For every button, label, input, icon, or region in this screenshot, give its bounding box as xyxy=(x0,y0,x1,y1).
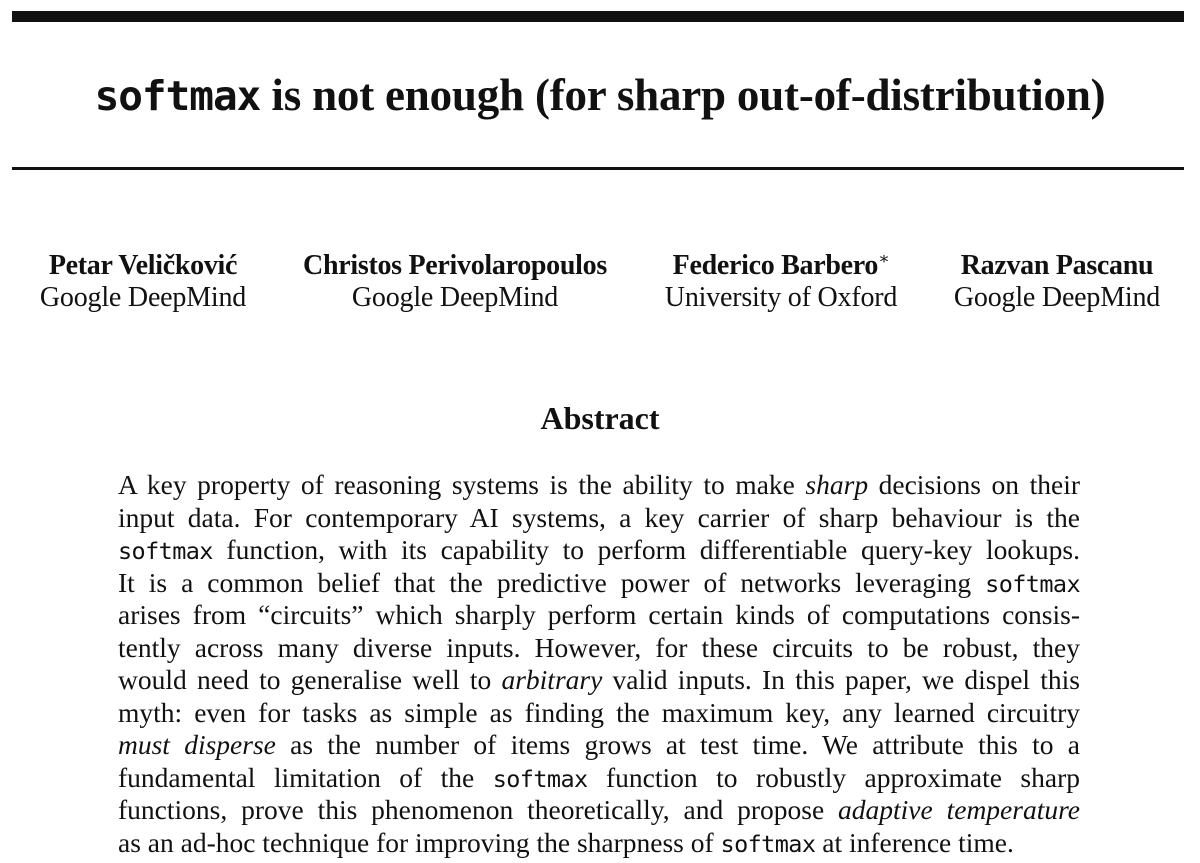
paper-title xyxy=(0,66,1200,125)
abstract-text: as an ad-hoc technique for improving the sharpness of xyxy=(118,826,721,858)
abstract-line xyxy=(118,762,1080,795)
abstract-code: softmax xyxy=(985,569,1080,598)
author-block xyxy=(18,250,268,314)
abstract-line xyxy=(118,794,1080,827)
author-affiliation: Google DeepMind xyxy=(953,282,1161,313)
author-affiliation: University of Oxford xyxy=(664,282,898,313)
abstract-text: tently across many diverse inputs. However, for these circuits to be robust, they xyxy=(118,631,1080,663)
abstract-body xyxy=(118,469,1080,859)
abstract-emphasis: adaptive temperature xyxy=(838,794,1080,825)
abstract-line xyxy=(118,729,1080,762)
abstract-line xyxy=(118,664,1080,697)
abstract-text: at inference time. xyxy=(815,826,1014,858)
abstract-line xyxy=(118,567,1080,600)
title-rule xyxy=(12,167,1184,170)
abstract-emphasis: sharp xyxy=(805,469,869,500)
abstract-text: myth: even for tasks as simple as finding the maximum key, any learned circuitry xyxy=(118,696,1080,728)
author-name xyxy=(18,250,268,282)
author-block xyxy=(934,250,1180,314)
abstract-line xyxy=(118,827,1080,860)
abstract-line xyxy=(118,502,1080,535)
abstract-text: It is a common belief that the predictive power of networks leveraging xyxy=(118,566,986,598)
abstract-code: softmax xyxy=(492,764,588,793)
abstract-code: softmax xyxy=(118,537,213,565)
abstract-text: would need to generalise well to xyxy=(118,664,502,695)
abstract-emphasis: arbitrary xyxy=(501,664,603,695)
abstract-line xyxy=(118,697,1080,730)
abstract-text: fundamental limitation of the xyxy=(118,761,493,793)
abstract-text: functions, prove this phenomenon theoretically, and propose xyxy=(118,794,839,825)
abstract-line xyxy=(118,534,1080,567)
abstract-text: A key property of reasoning systems is the ability to make xyxy=(118,469,806,500)
author-name xyxy=(280,250,630,282)
abstract-line xyxy=(118,632,1080,665)
abstract-text: as the number of items grows at test time. We attribute this to a xyxy=(275,729,1080,760)
abstract-line xyxy=(118,599,1080,632)
abstract-text: function to robustly approximate sharp xyxy=(587,761,1080,793)
author-affiliation: Google DeepMind xyxy=(351,282,559,313)
author-name-text: Petar Veličković xyxy=(48,250,238,281)
abstract-line xyxy=(118,469,1080,502)
top-rule xyxy=(12,11,1184,22)
abstract-text: decisions on their xyxy=(868,469,1080,500)
author-name-text: Razvan Pascanu xyxy=(960,250,1154,281)
footnote-mark: ∗ xyxy=(878,249,890,268)
author-name xyxy=(650,250,912,282)
paper-title-code: softmax xyxy=(94,72,261,120)
abstract-code: softmax xyxy=(720,829,816,858)
paper-title-text: is not enough (for sharp out-of-distribution) xyxy=(260,70,1106,120)
author-affiliation: Google DeepMind xyxy=(39,282,247,313)
abstract-text: arises from “circuits” which sharply perform certain kinds of computations consis- xyxy=(118,599,1080,630)
author-name-text: Federico Barbero xyxy=(672,250,879,281)
author-block xyxy=(650,250,912,314)
abstract-heading: Abstract xyxy=(540,400,660,436)
abstract-text: valid inputs. In this paper, we dispel this xyxy=(602,664,1080,695)
abstract-text: input data. For contemporary AI systems, a key carrier of sharp behaviour is the xyxy=(118,501,1080,533)
author-block xyxy=(280,250,630,314)
author-name-text: Christos Perivolaropoulos xyxy=(303,250,607,281)
author-name xyxy=(934,250,1180,282)
abstract-emphasis: must disperse xyxy=(118,729,276,760)
abstract-text: function, with its capability to perform differentiable query-key lookups. xyxy=(212,534,1080,565)
